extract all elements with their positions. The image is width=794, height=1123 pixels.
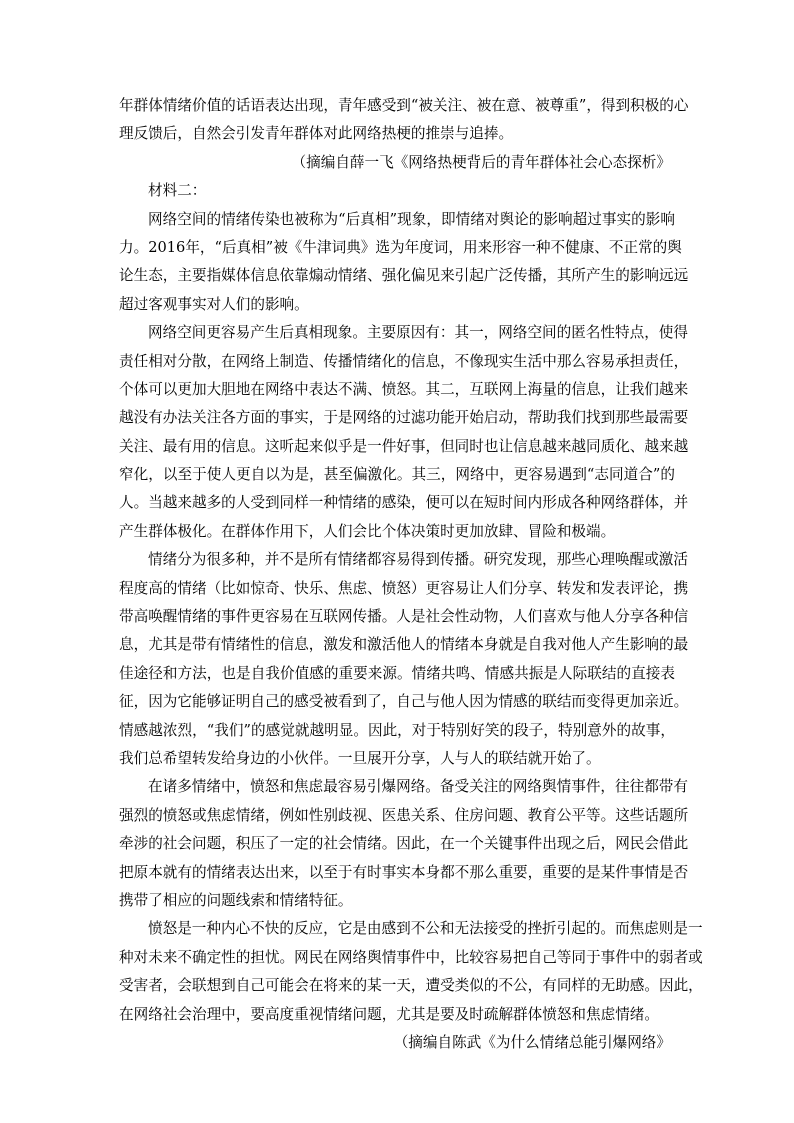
text-line: 征，因为它能够证明自己的感受被看到了，自己与他人因为情感的联结而变得更加亲近。 — [119, 693, 689, 711]
text-line: 牵涉的社会问题，积压了一定的社会情绪。因此，在一个关键事件出现之后，网民会借此 — [119, 835, 689, 853]
paragraph — [119, 319, 689, 546]
source-citation: （摘编自薛一飞《网络热梗背后的青年群体社会心态探析》 — [291, 153, 671, 171]
text-line: 程度高的情绪（比如惊奇、快乐、焦虑、愤怒）更容易让人们分享、转发和发表评论，携 — [119, 579, 689, 597]
text-line: 关注、最有用的信息。这听起来似乎是一件好事，但同时也让信息越来越同质化、越来越 — [119, 437, 689, 455]
text-line: 情感越浓烈，“我们”的感觉就越明显。因此，对于特别好笑的段子，特别意外的故事， — [119, 721, 675, 739]
text-line: 产生群体极化。在群体作用下，人们会比个体决策时更加放肆、冒险和极端。 — [119, 522, 616, 540]
text-line: 在网络社会治理中，要高度重视情绪问题，尤其是要及时疏解群体愤怒和焦虑情绪。 — [119, 1005, 659, 1023]
text-line: 在诸多情绪中，愤怒和焦虑最容易引爆网络。备受关注的网络舆情事件，往往都带有 — [148, 778, 688, 796]
text-line: 带高唤醒情绪的事件更容易在互联网传播。人是社会性动物，人们喜欢与他人分享各种信 — [119, 608, 689, 626]
text-line: 年群体情绪价值的话语表达出现，青年感受到“被关注、被在意、被尊重”，得到积极的心 — [119, 97, 689, 114]
paragraph — [119, 915, 703, 1029]
text-line: 我们总希望转发给身边的小伙伴。一旦展开分享，人与人的联结就开始了。 — [119, 749, 601, 767]
text-line: 网络空间的情绪传染也被称为“后真相”现象，即情绪对舆论的影响超过事实的影响 — [148, 210, 675, 228]
text-line: 息，尤其是带有情绪性的信息，激发和激活他人的情绪本身就是自我对他人产生影响的最 — [119, 636, 689, 654]
text-line: 网络空间更容易产生后真相现象。主要原因有：其一，网络空间的匿名性特点，使得 — [148, 324, 688, 342]
material1-tail — [119, 92, 689, 177]
paragraph — [119, 206, 689, 320]
text-line: 个体可以更加大胆地在网络中表达不满、愤怒。其二，互联网上海量的信息，让我们越来 — [119, 380, 689, 398]
text-line: 窄化，以至于使人更自以为是，甚至偏激化。其三，网络中，更容易遇到“志同道合”的 — [119, 466, 675, 484]
text-line: 力。2016年，“后真相”被《牛津词典》选为年度词，用来形容一种不健康、不正常的舆 — [119, 238, 682, 256]
text-line: 理反馈后，自然会引发青年群体对此网络热梗的推崇与追捧。 — [119, 125, 514, 143]
paragraph — [119, 546, 689, 773]
text-line: 愤怒是一种内心不快的反应，它是由感到不公和无法接受的挫折引起的。而焦虑则是一 — [148, 920, 703, 938]
text-line: 种对未来不确定性的担忧。网民在网络舆情事件中，比较容易把自己等同于事件中的弱者或 — [119, 948, 703, 966]
text-line: 超过客观事实对人们的影响。 — [119, 295, 309, 313]
document-page — [119, 92, 703, 1057]
text-line: 情绪分为很多种，并不是所有情绪都容易得到传播。研究发现，那些心理唤醒或激活 — [148, 551, 688, 569]
text-line: 越没有办法关注各方面的事实，于是网络的过滤功能开始启动，帮助我们找到那些最需要 — [119, 409, 689, 427]
source-citation: （摘编自陈武《为什么情绪总能引爆网络》 — [393, 1033, 671, 1051]
text-line: 强烈的愤怒或焦虑情绪，例如性别歧视、医患关系、住房问题、教育公平等。这些话题所 — [119, 806, 689, 824]
text-line: 责任相对分散，在网络上制造、传播情绪化的信息，不像现实生活中那么容易承担责任， — [119, 352, 689, 370]
text-line: 携带了相应的问题线索和情绪特征。 — [119, 891, 353, 909]
paragraph — [119, 773, 689, 915]
text-line: 论生态，主要指媒体信息依靠煽动情绪、强化偏见来引起广泛传播，其所产生的影响远远 — [119, 267, 689, 285]
text-line: 佳途径和方法，也是自我价值感的重要来源。情绪共鸣、情感共振是人际联结的直接表 — [119, 664, 675, 682]
text-line: 把原本就有的情绪表达出来，以至于有时事实本身都不那么重要，重要的是某件事情是否 — [119, 863, 689, 881]
material2 — [119, 177, 703, 1057]
text-line: 受害者，会联想到自己可能会在将来的某一天，遭受类似的不公，有同样的无助感。因此， — [119, 977, 703, 995]
section-heading: 材料二： — [148, 182, 207, 200]
text-line: 人。当越来越多的人受到同样一种情绪的感染，便可以在短时间内形成各种网络群体，并 — [119, 494, 689, 512]
